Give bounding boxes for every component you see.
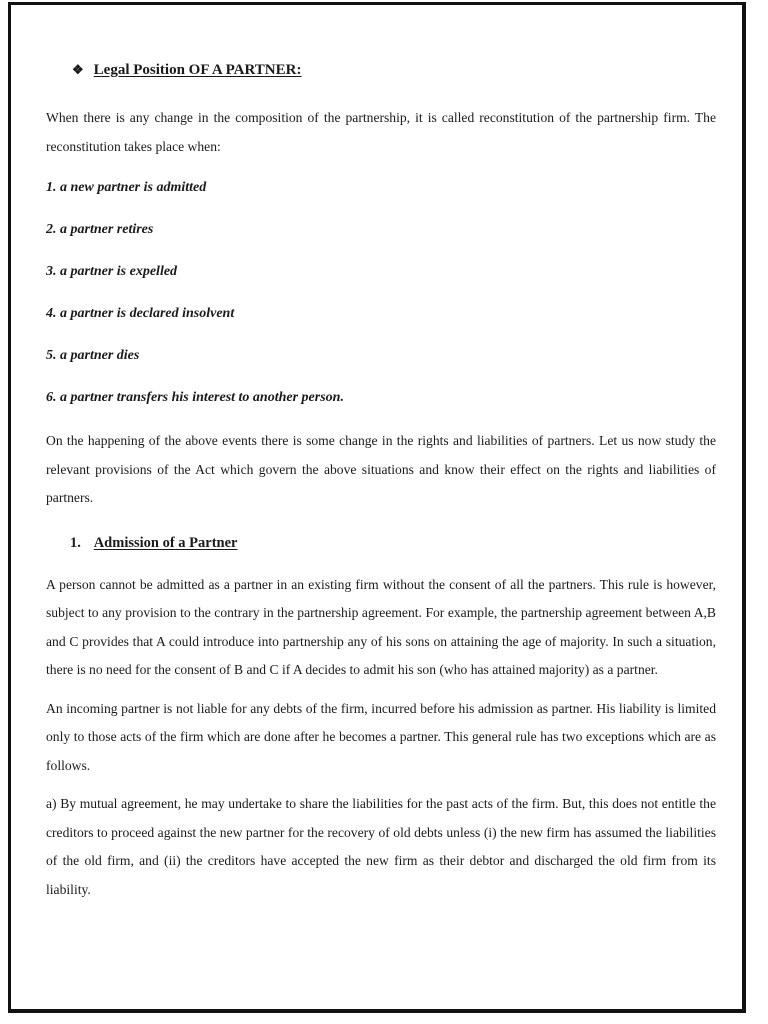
admission-subheading	[70, 529, 716, 563]
list-item: 5. a partner dies	[46, 348, 140, 363]
list-item: 2. a partner retires	[46, 222, 154, 237]
list-item: 6. a partner transfers his interest to another person.	[46, 390, 344, 405]
intro-paragraph: When there is any change in the composition of the partnership, it is called reconstitution of the partnership firm. The reconstitution takes place when:	[46, 110, 716, 154]
happening-paragraph: On the happening of the above events there is some change in the rights and liabilities of partners. Let us now study the relevant provisions of the Act which govern the above situations and know their effect on the rights and liabilities of partners.	[46, 433, 716, 505]
subheading-number: 1.	[70, 534, 81, 551]
list-item: 1. a new partner is admitted	[46, 180, 207, 195]
admission-paragraph-consent: A person cannot be admitted as a partner in an existing firm without the consent of all the partners. This rule is however, subject to any provision to the contrary in the partnership agreement. For example, the partnership agreement between A,B and C provides that A could introduce into partnership any of his sons on attaining the age of majority. In such a situation, there is no need for the consent of B and C if A decides to admit his son (who has attained majority) as a partner.	[46, 576, 716, 677]
admission-paragraph-liability: An incoming partner is not liable for any debts of the firm, incurred before his admission as partner. His liability is limited only to those acts of the firm which are done after he becomes a partner. This general rule has two exceptions which are as follows.	[46, 700, 716, 773]
heading-title: Legal Position OF A PARTNER:	[93, 62, 302, 78]
four-diamond-bullet-icon: ❖	[72, 62, 84, 77]
list-item: 4. a partner is declared insolvent	[46, 306, 235, 321]
admission-paragraph-exception-a: a) By mutual agreement, he may undertake to share the liabilities for the past acts of the firm. But, this does not entitle the creditors to proceed against the new partner for the recovery of old debts unless (i) the new firm has assumed the liabilities of the old firm, and (ii) the creditors have accepted the new firm as their debtor and discharged the old firm from its liability.	[46, 796, 716, 897]
list-item: 3. a partner is expelled	[46, 264, 178, 279]
subheading-title: Admission of a Partner	[93, 534, 238, 551]
reconstitution-list	[46, 174, 716, 426]
document-body	[46, 62, 716, 904]
section-heading	[72, 62, 716, 84]
